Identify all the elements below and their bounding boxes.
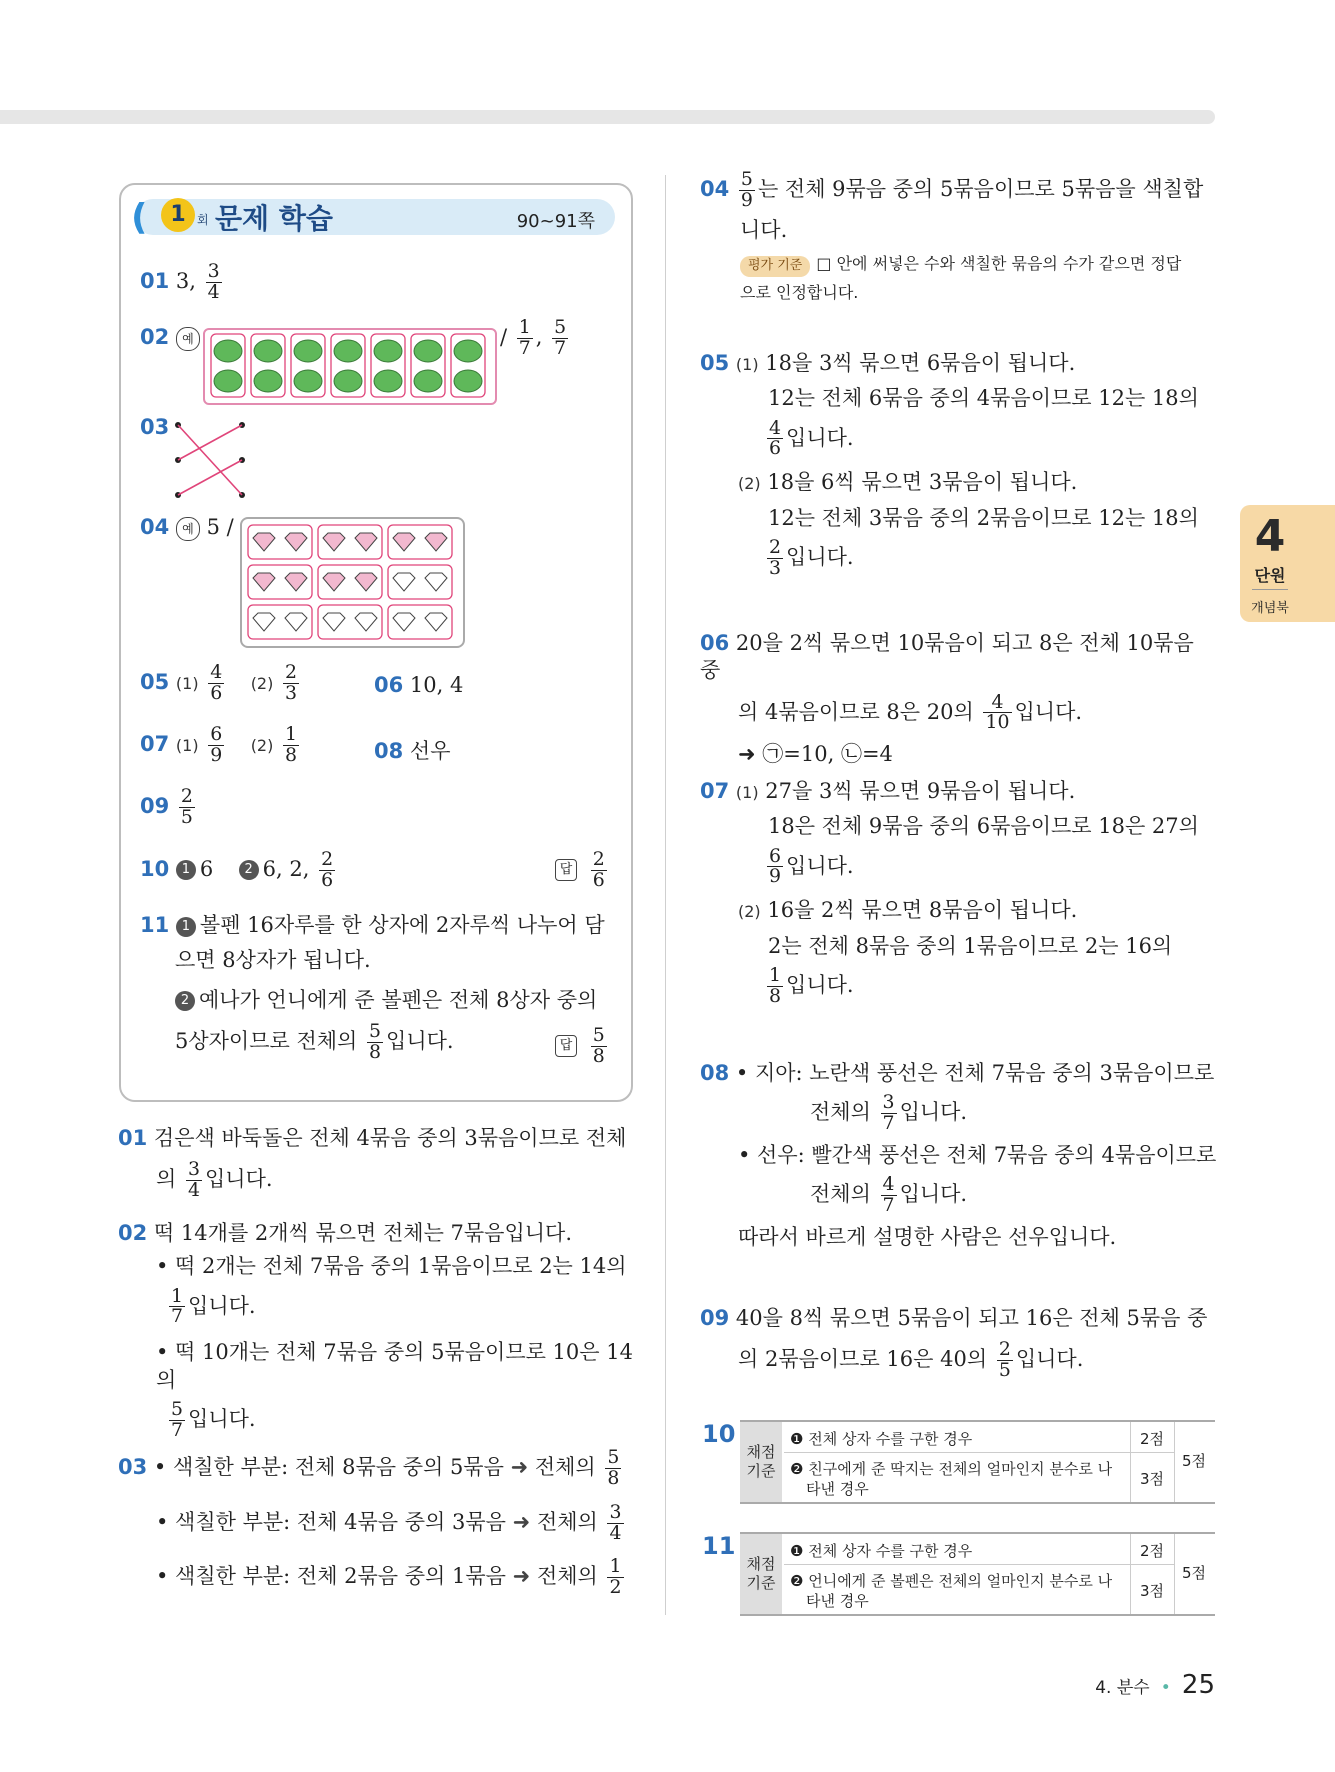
answer-07: 07 (1) $\frac{6}{9}$ (2) $\frac{1}{8}$ <box>140 723 298 766</box>
answer-10: 10 1 6 2 6, 2, $\frac{2}{6}$ <box>140 848 334 891</box>
chapter-name: 4. 분수 <box>1095 1678 1150 1698</box>
section-title: 문제 학습 <box>215 202 333 235</box>
rice-cake-icon <box>294 370 322 392</box>
explain-07: 07 (1) 27을 3씩 묶으면 9묶음이 됩니다. 18은 전체 9묶음 중의 6묶음이므로 18은 27의 $\frac{6}{9}$ 입니다. (2) 16을 2씩 묶으면 8묶음이 됩니다. 2는 전체 8묶음 중의 1묶음이므로 2는 16의 $\frac{1}{8}$ 입니다. <box>700 779 1199 1007</box>
rice-cake-icon <box>214 370 242 392</box>
chapter-side-tab[interactable] <box>1240 505 1335 622</box>
answer-09: 09 $\frac{2}{5}$ <box>140 785 193 828</box>
rice-cake-icon <box>214 340 242 362</box>
explain-04: 04 $\frac{5}{9}$ 는 전체 9묶음 중의 5묶음이므로 5묶음을 색칠합 니다. 평가 기준 □ 안에 써넣은 수와 색칠한 묶음의 수가 같으면 정답 으로 인정합니다. <box>700 168 1204 302</box>
chapter-number: 4 <box>1254 511 1286 562</box>
explain-08: 08 • 지아: 노란색 풍선은 전체 7묶음 중의 3묶음이므로 전체의 $\frac{3}{7}$ 입니다. • 선우: 빨간색 풍선은 전체 7묶음 중의 4묶음이므로 전체의 $\frac{4}{7}$ 입니다. 따라서 바르게 설명한 사람은 선우입니다. <box>700 1061 1217 1249</box>
top-bar <box>0 110 1215 124</box>
rice-cake-icon <box>374 370 402 392</box>
gem-icon <box>323 573 345 591</box>
answer-02-fractions: / $\frac{1}{7}$ , $\frac{5}{7}$ <box>500 316 567 359</box>
explain-02: 02 떡 14개를 2개씩 묶으면 전체는 7묶음입니다. • 떡 2개는 전체 7묶음 중의 1묶음이므로 2는 14의 $\frac{1}{7}$ 입니다. • 떡 10개는 전체 7묶음 중의 5묶음이므로 10은 14의 $\frac{5}{7}$ 입니다. <box>118 1221 633 1441</box>
gem-icon <box>323 533 345 551</box>
answer-11-final: 답 $\frac{5}{8}$ <box>555 1026 610 1067</box>
grading-10-label: 10 <box>702 1420 736 1448</box>
gem-icon <box>393 613 415 631</box>
rice-cake-grid <box>203 328 497 405</box>
answer-01: 01 3, $\frac{3}{4}$ <box>140 260 220 303</box>
gem-icon <box>285 533 307 551</box>
chapter-unit: 단원 <box>1254 566 1286 585</box>
explain-03: 03 • 색칠한 부분: 전체 8묶음 중의 5묶음 ➜ 전체의 $\frac{5}{8}$ • 색칠한 부분: 전체 4묶음 중의 3묶음 ➜ 전체의 $\frac{3}{4}$ • 색칠한 부분: 전체 2묶음 중의 1묶음 ➜ 전체의 $\frac{1}{2}$ <box>118 1446 622 1599</box>
answer-10-final: 답 $\frac{2}{6}$ <box>555 850 610 891</box>
matching-lines <box>170 415 250 505</box>
gem-grid <box>240 517 465 648</box>
session-suffix: 회 <box>197 213 209 227</box>
gem-icon <box>285 613 307 631</box>
page-footer: 4. 분수 • 25 <box>1095 1670 1215 1700</box>
answer-06: 06 10, 4 <box>374 673 464 697</box>
answer-11: 11 1 볼펜 16자루를 한 상자에 2자루씩 나누어 담 으면 8상자가 됩니다. 2 예나가 언니에게 준 볼펜은 전체 8상자 중의 5상자이므로 전체의 $\frac{5}{8}$ 입니다. <box>140 913 605 1063</box>
gem-icon <box>323 613 345 631</box>
grading-11-label: 11 <box>702 1532 736 1560</box>
rice-cake-icon <box>334 370 362 392</box>
grading-header: 채점 기준 <box>740 1534 782 1614</box>
grading-table-11: 채점 기준 ❶ 전체 상자 수를 구한 경우 ❷ 언니에게 준 볼펜은 전체의 얼마인지 분수로 나 타낸 경우 2점 3점 5점 <box>740 1532 1215 1616</box>
gem-icon <box>425 573 447 591</box>
rice-cake-icon <box>294 340 322 362</box>
gem-icon <box>393 573 415 591</box>
answer-08: 08 선우 <box>374 739 451 763</box>
explain-01: 01 검은색 바둑돌은 전체 4묶음 중의 3묶음이므로 전체 의 $\frac{3}{4}$ 입니다. <box>118 1126 627 1202</box>
answer-04: 04 예 5 / <box>140 515 234 539</box>
page-number: 25 <box>1181 1670 1215 1700</box>
rice-cake-icon <box>414 340 442 362</box>
explain-06: 06 20을 2씩 묶으면 10묶음이 되고 8은 전체 10묶음 중 의 4묶음이므로 8은 20의 $\frac{4}{10}$ 입니다. ➜ ㉠=10, ㉡=4 <box>700 631 1194 767</box>
column-divider <box>665 175 666 1615</box>
bracket-icon: ( <box>131 197 148 238</box>
explain-05: 05 (1) 18을 3씩 묶으면 6묶음이 됩니다. 12는 전체 6묶음 중의 4묶음이므로 12는 18의 $\frac{4}{6}$ 입니다. (2) 18을 6씩 묶으면 3묶음이 됩니다. 12는 전체 3묶음 중의 2묶음이므로 12는 18의 $\frac{2}{3}$ 입니다. <box>700 351 1199 579</box>
gem-icon <box>355 533 377 551</box>
rice-cake-icon <box>254 340 282 362</box>
answer-02: 02 예 <box>140 325 200 351</box>
page-range: 90~91쪽 <box>516 211 595 232</box>
answer-05: 05 (1) $\frac{4}{6}$ (2) $\frac{2}{3}$ <box>140 661 298 704</box>
book-name: 개념북 <box>1251 601 1289 616</box>
example-mark: 예 <box>176 327 200 351</box>
rice-cake-icon <box>374 340 402 362</box>
gem-icon <box>285 573 307 591</box>
grading-header: 채점 기준 <box>740 1422 782 1502</box>
gem-icon <box>253 533 275 551</box>
gem-icon <box>393 533 415 551</box>
rice-cake-icons <box>205 330 495 403</box>
gem-icon <box>425 533 447 551</box>
rice-cake-icon <box>254 370 282 392</box>
gem-icons <box>242 519 463 646</box>
gem-icon <box>253 613 275 631</box>
rice-cake-icon <box>414 370 442 392</box>
session-badge: 1 <box>161 198 195 232</box>
gem-icon <box>253 573 275 591</box>
rice-cake-icon <box>334 340 362 362</box>
grading-table-10: 채점 기준 ❶ 전체 상자 수를 구한 경우 ❷ 친구에게 준 딱지는 전체의 얼마인지 분수로 나 타낸 경우 2점 3점 5점 <box>740 1420 1215 1504</box>
explain-09: 09 40을 8씩 묶으면 5묶음이 되고 16은 전체 5묶음 중 의 2묶음이므로 16은 40의 $\frac{2}{5}$ 입니다. <box>700 1306 1208 1382</box>
gem-icon <box>425 613 447 631</box>
rice-cake-icon <box>454 340 482 362</box>
rice-cake-icon <box>454 370 482 392</box>
answer-03: 03 <box>140 415 170 439</box>
gem-icon <box>355 573 377 591</box>
gem-icon <box>355 613 377 631</box>
answer-box-header <box>131 197 615 239</box>
